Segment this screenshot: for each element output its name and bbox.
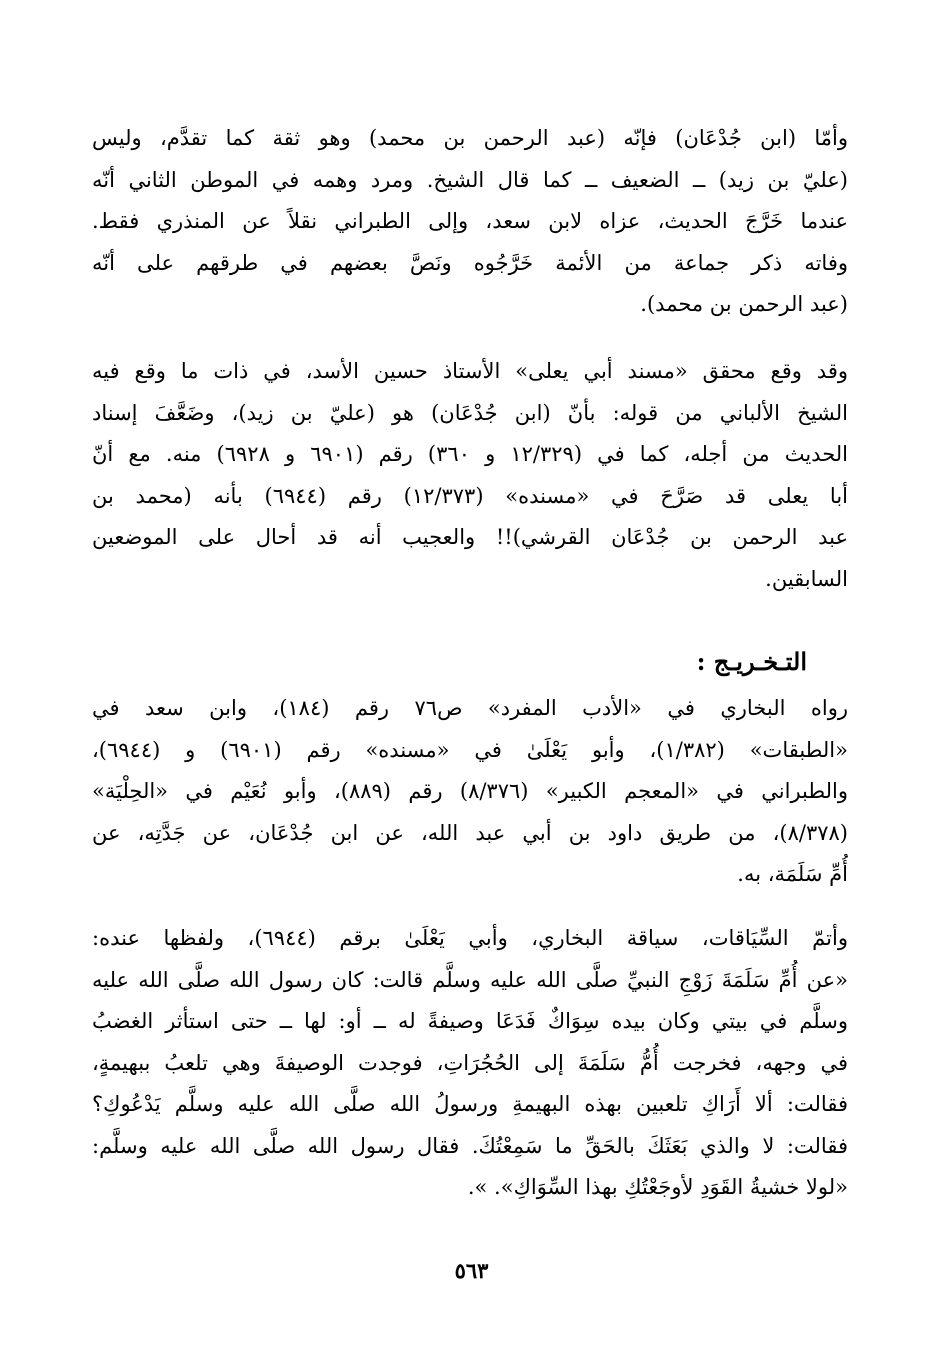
text-line: (عبد الرحمن بن محمد). <box>640 292 848 316</box>
text-line: السابقين. <box>765 566 848 591</box>
text-line: الشيخ الألباني من قوله: بأنّ (ابن جُدْعَان) هو (عليّ بن زيد)، وضَعَّفَ إسناد <box>92 400 848 425</box>
text-line: الحديث من أجله، كما في (١٢/٣٢٩ و ٣٦٠) رقم (٦٩٠١ و ٦٩٢٨) منه. مع أنّ <box>92 442 848 466</box>
text-line: «الطبقات» (١/٣٨٢)، وأبو يَعْلَىٰ في «مسنده» رقم (٦٩٠١) و (٦٩٤٤)، <box>92 737 848 762</box>
page-number: ٥٦٣ <box>454 1258 489 1283</box>
text-line: وفاته ذكر جماعة من الأئمة خَرَّجُوه ونَصَّ بعضهم في طرقهم على أنّه <box>92 250 848 275</box>
section-heading-takhrij: التـخـريـج : <box>696 647 807 676</box>
paragraph-musnad-abi-yala <box>92 351 848 600</box>
text-line: وأمّا (ابن جُدْعَان) فإنّه (عبد الرحمن بن محمد) وهو ثقة كما تقدَّم، وليس <box>92 126 848 150</box>
text-line: أُمِّ سَلَمَة، به. <box>737 862 848 886</box>
text-line: في وجهه، فخرجت أُمُّ سَلَمَةَ إلى الحُجُرَاتِ، فوجدت الوصيفةَ وهي تلعبُ ببهيمةٍ، <box>92 1050 848 1075</box>
text-line: والطبراني في «المعجم الكبير» (٨/٣٧٦) رقم (٨٨٩)، وأبو نُعَيْم في «الحِلْيَة» <box>92 779 848 803</box>
text-line: رواه البخاري في «الأدب المفرد» ص٧٦ رقم (١٨٤)، وابن سعد في <box>92 696 848 720</box>
text-line: فقالت: ألا أَرَاكِ تلعبين بهذه البهيمةِ ورسولُ الله صلَّى الله عليه وسلَّم يَدْعُوكِ؟ <box>92 1092 848 1116</box>
text-line: «عن أُمِّ سَلَمَةَ زَوْجِ النبيِّ صلَّى الله عليه وسلَّم قالت: كان رسول الله صلَّى الله عليه <box>92 967 848 992</box>
paragraph-takhrij <box>92 688 848 896</box>
text-line: (عليّ بن زيد) ــ الضعيف ــ كما قال الشيخ. ومرد وهمه في الموطن الثاني أنّه <box>92 167 848 192</box>
text-line: «لولا خشيةُ القَوَدِ لأوجَعْتُكِ بهذا السِّوَاكِ». ». <box>467 1175 848 1199</box>
text-line: وأتمّ السِّيَاقات، سياقة البخاري، وأبي يَعْلَىٰ برقم (٦٩٤٤)، ولفظها عنده: <box>92 926 848 950</box>
text-line: وسلَّم في بيتي وكان بيده سِوَاكٌ فَدَعَا وصيفةً له ــ أو: لها ــ حتى استأثر الغضبُ <box>92 1009 848 1033</box>
text-line: فقالت: لا والذي بَعَثَكَ بالحَقِّ ما سَمِعْتُكَ. فقال رسول الله صلَّى الله عليه وسلَّم: <box>92 1133 848 1158</box>
paragraph-hadith-text <box>92 918 848 1209</box>
text-line: وقد وقع محقق «مسند أبي يعلى» الأستاذ حسين الأسد، في ذات ما وقع فيه <box>92 359 848 383</box>
text-line: عبد الرحمن بن جُدْعَان القرشي)!! والعجيب أنه قد أحال على الموضعين <box>92 525 848 549</box>
text-line: (٨/٣٧٨)، من طريق داود بن أبي عبد الله، عن ابن جُدْعَان، عن جَدَّتِه، عن <box>92 820 848 845</box>
text-line: أبا يعلى قد صَرَّحَ في «مسنده» (١٢/٣٧٣) رقم (٦٩٤٤) بأنه (محمد بن <box>92 483 848 508</box>
text-line: عندما خَرَّجَ الحديث، عزاه لابن سعد، وإلى الطبراني نقلاً عن المنذري فقط. <box>92 209 848 233</box>
paragraph-ibn-judaan <box>92 118 848 326</box>
